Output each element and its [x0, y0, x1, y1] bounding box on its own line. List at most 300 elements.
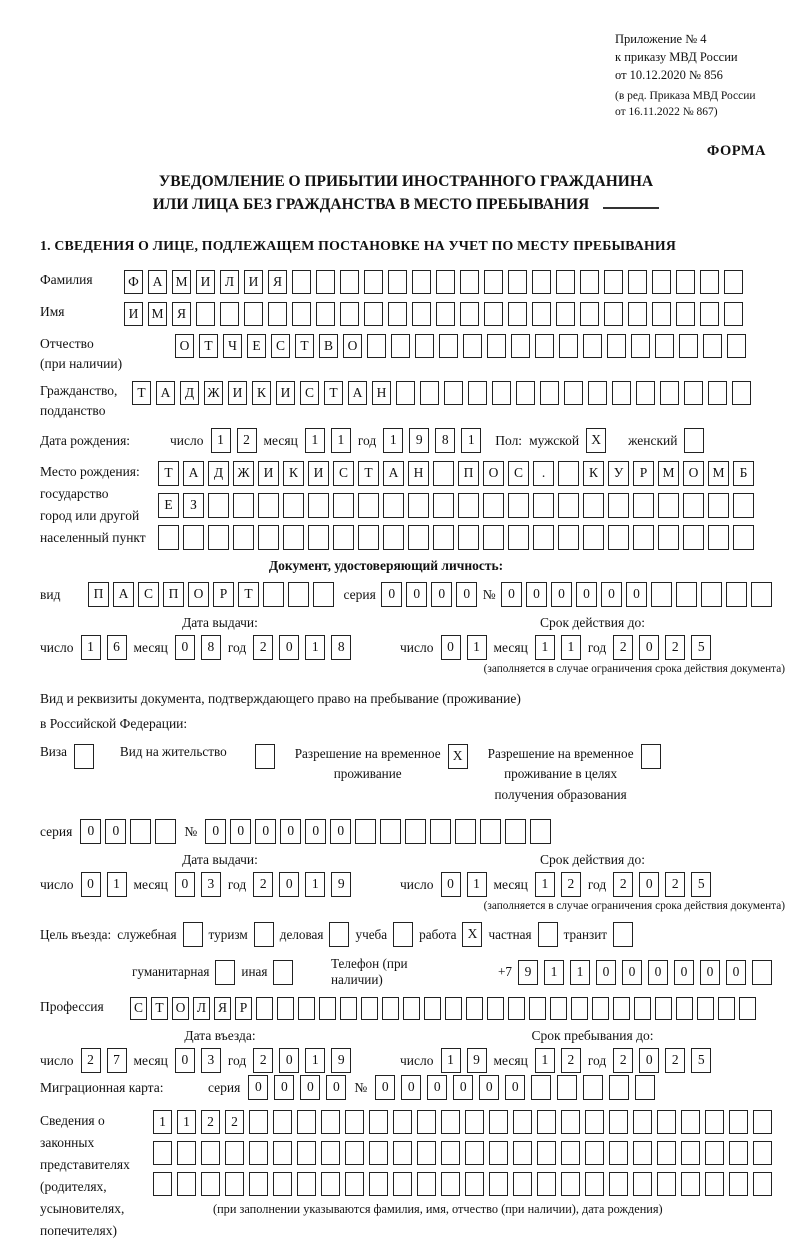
char-cell[interactable] [658, 525, 679, 550]
char-cell[interactable] [585, 1172, 604, 1196]
char-cell[interactable] [258, 525, 279, 550]
char-cell[interactable] [718, 997, 735, 1020]
char-cell[interactable] [183, 525, 204, 550]
char-cell[interactable] [361, 997, 378, 1020]
char-cell[interactable]: А [383, 461, 404, 486]
char-cell[interactable] [321, 1141, 340, 1165]
char-cell[interactable] [369, 1110, 388, 1134]
char-cell[interactable]: А [348, 381, 367, 405]
residence-number-cells[interactable] [205, 819, 551, 844]
char-cell[interactable] [383, 493, 404, 518]
char-cell[interactable] [233, 493, 254, 518]
char-cell[interactable] [439, 334, 458, 358]
char-cell[interactable]: X [586, 428, 606, 453]
char-cell[interactable] [537, 1172, 556, 1196]
char-cell[interactable]: А [148, 270, 167, 294]
char-cell[interactable] [559, 334, 578, 358]
char-cell[interactable] [220, 302, 239, 326]
char-cell[interactable] [651, 582, 672, 607]
char-cell[interactable]: 9 [518, 960, 538, 985]
char-cell[interactable]: 0 [274, 1075, 294, 1100]
char-cell[interactable]: Р [213, 582, 234, 607]
char-cell[interactable]: 0 [205, 819, 226, 844]
char-cell[interactable]: И [244, 270, 263, 294]
char-cell[interactable] [225, 1141, 244, 1165]
char-cell[interactable] [483, 493, 504, 518]
char-cell[interactable]: В [319, 334, 338, 358]
char-cell[interactable] [516, 381, 535, 405]
char-cell[interactable] [558, 461, 579, 486]
char-cell[interactable]: М [658, 461, 679, 486]
char-cell[interactable]: 1 [535, 1048, 555, 1073]
identity-expiry-year-cells[interactable] [613, 635, 711, 660]
char-cell[interactable] [364, 302, 383, 326]
char-cell[interactable]: 2 [613, 872, 633, 897]
char-cell[interactable]: 0 [622, 960, 642, 985]
char-cell[interactable]: И [308, 461, 329, 486]
purpose-work-checkbox[interactable] [462, 922, 482, 947]
char-cell[interactable]: 9 [331, 872, 351, 897]
char-cell[interactable] [531, 1075, 551, 1100]
char-cell[interactable] [607, 334, 626, 358]
char-cell[interactable] [533, 525, 554, 550]
char-cell[interactable]: 0 [596, 960, 616, 985]
char-cell[interactable] [155, 819, 176, 844]
char-cell[interactable]: 0 [279, 872, 299, 897]
char-cell[interactable]: О [483, 461, 504, 486]
char-cell[interactable]: Я [268, 270, 287, 294]
char-cell[interactable]: О [175, 334, 194, 358]
char-cell[interactable] [703, 334, 722, 358]
char-cell[interactable] [329, 922, 349, 947]
char-cell[interactable]: И [258, 461, 279, 486]
char-cell[interactable]: Л [193, 997, 210, 1020]
char-cell[interactable] [436, 270, 455, 294]
char-cell[interactable] [633, 525, 654, 550]
char-cell[interactable] [613, 922, 633, 947]
entry-month-cells[interactable] [175, 1048, 221, 1073]
char-cell[interactable] [430, 819, 451, 844]
char-cell[interactable]: 2 [253, 872, 273, 897]
char-cell[interactable] [660, 381, 679, 405]
char-cell[interactable] [345, 1141, 364, 1165]
char-cell[interactable] [340, 270, 359, 294]
char-cell[interactable] [408, 493, 429, 518]
char-cell[interactable] [333, 493, 354, 518]
char-cell[interactable]: Т [238, 582, 259, 607]
char-cell[interactable]: А [113, 582, 134, 607]
char-cell[interactable]: 0 [80, 819, 101, 844]
char-cell[interactable]: 0 [280, 819, 301, 844]
char-cell[interactable] [729, 1110, 748, 1134]
char-cell[interactable] [208, 493, 229, 518]
char-cell[interactable] [657, 1110, 676, 1134]
identity-expiry-day-cells[interactable] [441, 635, 487, 660]
char-cell[interactable] [532, 270, 551, 294]
patronymic-cells[interactable] [175, 334, 746, 358]
char-cell[interactable] [641, 744, 661, 769]
char-cell[interactable] [628, 270, 647, 294]
char-cell[interactable] [256, 997, 273, 1020]
char-cell[interactable]: 1 [107, 872, 127, 897]
char-cell[interactable] [753, 1172, 772, 1196]
char-cell[interactable]: Т [295, 334, 314, 358]
char-cell[interactable]: 5 [691, 872, 711, 897]
char-cell[interactable] [424, 997, 441, 1020]
char-cell[interactable] [729, 1141, 748, 1165]
char-cell[interactable] [388, 302, 407, 326]
char-cell[interactable]: С [130, 997, 147, 1020]
char-cell[interactable]: 1 [305, 1048, 325, 1073]
char-cell[interactable]: Т [158, 461, 179, 486]
char-cell[interactable]: И [228, 381, 247, 405]
char-cell[interactable] [588, 381, 607, 405]
identity-doc-series-cells[interactable] [381, 582, 477, 607]
char-cell[interactable] [681, 1172, 700, 1196]
char-cell[interactable]: 0 [305, 819, 326, 844]
char-cell[interactable]: Т [151, 997, 168, 1020]
char-cell[interactable] [489, 1110, 508, 1134]
char-cell[interactable]: И [124, 302, 143, 326]
residence-expiry-month-cells[interactable] [535, 872, 581, 897]
char-cell[interactable]: 0 [300, 1075, 320, 1100]
char-cell[interactable]: З [183, 493, 204, 518]
char-cell[interactable] [393, 1110, 412, 1134]
entry-year-cells[interactable] [253, 1048, 351, 1073]
char-cell[interactable] [441, 1110, 460, 1134]
identity-expiry-month-cells[interactable] [535, 635, 581, 660]
char-cell[interactable] [215, 960, 235, 985]
char-cell[interactable] [433, 493, 454, 518]
char-cell[interactable]: Т [358, 461, 379, 486]
char-cell[interactable] [408, 525, 429, 550]
char-cell[interactable] [683, 525, 704, 550]
identity-doc-number-cells[interactable] [501, 582, 772, 607]
char-cell[interactable] [255, 744, 275, 769]
char-cell[interactable] [298, 997, 315, 1020]
char-cell[interactable] [183, 922, 203, 947]
char-cell[interactable]: 0 [330, 819, 351, 844]
char-cell[interactable] [683, 493, 704, 518]
char-cell[interactable] [604, 302, 623, 326]
char-cell[interactable]: 0 [505, 1075, 525, 1100]
char-cell[interactable]: 1 [441, 1048, 461, 1073]
char-cell[interactable] [724, 302, 743, 326]
char-cell[interactable] [556, 302, 575, 326]
char-cell[interactable]: 5 [691, 1048, 711, 1073]
identity-issue-year-cells[interactable] [253, 635, 351, 660]
char-cell[interactable]: 0 [248, 1075, 268, 1100]
char-cell[interactable] [571, 997, 588, 1020]
char-cell[interactable] [508, 997, 525, 1020]
char-cell[interactable]: М [172, 270, 191, 294]
entry-day-cells[interactable] [81, 1048, 127, 1073]
char-cell[interactable] [609, 1075, 629, 1100]
char-cell[interactable] [530, 819, 551, 844]
char-cell[interactable] [657, 1172, 676, 1196]
char-cell[interactable] [316, 302, 335, 326]
char-cell[interactable]: Е [158, 493, 179, 518]
char-cell[interactable] [316, 270, 335, 294]
char-cell[interactable] [508, 525, 529, 550]
char-cell[interactable]: К [252, 381, 271, 405]
char-cell[interactable] [739, 997, 756, 1020]
char-cell[interactable]: 0 [431, 582, 452, 607]
char-cell[interactable]: А [156, 381, 175, 405]
char-cell[interactable] [652, 270, 671, 294]
char-cell[interactable]: Д [208, 461, 229, 486]
char-cell[interactable] [484, 270, 503, 294]
char-cell[interactable] [705, 1110, 724, 1134]
char-cell[interactable]: 0 [441, 872, 461, 897]
char-cell[interactable] [417, 1172, 436, 1196]
char-cell[interactable] [433, 525, 454, 550]
residence-expiry-year-cells[interactable] [613, 872, 711, 897]
char-cell[interactable]: 5 [691, 635, 711, 660]
char-cell[interactable] [196, 302, 215, 326]
char-cell[interactable]: 0 [576, 582, 597, 607]
char-cell[interactable] [655, 334, 674, 358]
char-cell[interactable] [557, 1075, 577, 1100]
char-cell[interactable] [393, 1172, 412, 1196]
char-cell[interactable]: 0 [639, 1048, 659, 1073]
char-cell[interactable]: 0 [230, 819, 251, 844]
char-cell[interactable] [657, 1141, 676, 1165]
char-cell[interactable] [533, 493, 554, 518]
char-cell[interactable] [249, 1110, 268, 1134]
char-cell[interactable] [225, 1172, 244, 1196]
char-cell[interactable] [158, 525, 179, 550]
char-cell[interactable] [583, 493, 604, 518]
char-cell[interactable] [583, 1075, 603, 1100]
char-cell[interactable]: О [343, 334, 362, 358]
char-cell[interactable] [561, 1172, 580, 1196]
char-cell[interactable] [487, 334, 506, 358]
birth-place-cells-row2[interactable] [158, 493, 754, 518]
char-cell[interactable]: 0 [479, 1075, 499, 1100]
char-cell[interactable]: Ж [204, 381, 223, 405]
char-cell[interactable]: 9 [467, 1048, 487, 1073]
char-cell[interactable] [283, 525, 304, 550]
char-cell[interactable] [208, 525, 229, 550]
char-cell[interactable]: 0 [456, 582, 477, 607]
char-cell[interactable] [727, 334, 746, 358]
char-cell[interactable]: 1 [211, 428, 231, 453]
char-cell[interactable] [535, 334, 554, 358]
char-cell[interactable] [585, 1141, 604, 1165]
char-cell[interactable] [633, 493, 654, 518]
char-cell[interactable]: 2 [665, 635, 685, 660]
char-cell[interactable] [308, 525, 329, 550]
char-cell[interactable] [489, 1141, 508, 1165]
char-cell[interactable] [345, 1110, 364, 1134]
purpose-humanitarian-checkbox[interactable] [215, 960, 235, 985]
char-cell[interactable] [681, 1141, 700, 1165]
char-cell[interactable] [676, 270, 695, 294]
char-cell[interactable] [263, 582, 284, 607]
char-cell[interactable]: К [583, 461, 604, 486]
char-cell[interactable] [177, 1141, 196, 1165]
purpose-official-checkbox[interactable] [183, 922, 203, 947]
char-cell[interactable]: С [138, 582, 159, 607]
char-cell[interactable] [297, 1172, 316, 1196]
char-cell[interactable] [608, 493, 629, 518]
residence-issue-month-cells[interactable] [175, 872, 221, 897]
char-cell[interactable] [268, 302, 287, 326]
char-cell[interactable]: С [300, 381, 319, 405]
char-cell[interactable] [538, 922, 558, 947]
char-cell[interactable] [393, 1141, 412, 1165]
char-cell[interactable] [537, 1110, 556, 1134]
char-cell[interactable]: 9 [409, 428, 429, 453]
char-cell[interactable]: 0 [381, 582, 402, 607]
char-cell[interactable] [751, 582, 772, 607]
char-cell[interactable] [420, 381, 439, 405]
char-cell[interactable]: 0 [639, 872, 659, 897]
birth-place-cells-row1[interactable] [158, 461, 754, 486]
char-cell[interactable]: 0 [526, 582, 547, 607]
char-cell[interactable]: 2 [561, 872, 581, 897]
char-cell[interactable]: Я [172, 302, 191, 326]
char-cell[interactable]: 0 [326, 1075, 346, 1100]
char-cell[interactable]: Т [324, 381, 343, 405]
char-cell[interactable]: 2 [225, 1110, 244, 1134]
char-cell[interactable]: 0 [441, 635, 461, 660]
char-cell[interactable] [391, 334, 410, 358]
char-cell[interactable] [321, 1172, 340, 1196]
char-cell[interactable]: 1 [305, 428, 325, 453]
char-cell[interactable] [655, 997, 672, 1020]
char-cell[interactable] [753, 1141, 772, 1165]
char-cell[interactable]: 2 [81, 1048, 101, 1073]
char-cell[interactable] [382, 997, 399, 1020]
char-cell[interactable] [540, 381, 559, 405]
char-cell[interactable] [463, 334, 482, 358]
char-cell[interactable] [465, 1110, 484, 1134]
char-cell[interactable]: 0 [700, 960, 720, 985]
char-cell[interactable] [681, 1110, 700, 1134]
char-cell[interactable] [701, 582, 722, 607]
birth-year-cells[interactable] [383, 428, 481, 453]
purpose-transit-checkbox[interactable] [613, 922, 633, 947]
char-cell[interactable] [508, 302, 527, 326]
char-cell[interactable] [724, 270, 743, 294]
char-cell[interactable] [604, 270, 623, 294]
char-cell[interactable] [417, 1110, 436, 1134]
char-cell[interactable] [355, 819, 376, 844]
char-cell[interactable]: 0 [279, 635, 299, 660]
surname-cells[interactable] [124, 270, 743, 294]
char-cell[interactable]: 0 [427, 1075, 447, 1100]
char-cell[interactable]: У [608, 461, 629, 486]
char-cell[interactable] [636, 381, 655, 405]
char-cell[interactable] [489, 1172, 508, 1196]
birth-place-cells-row3[interactable] [158, 525, 754, 550]
char-cell[interactable]: 0 [501, 582, 522, 607]
char-cell[interactable]: Ч [223, 334, 242, 358]
char-cell[interactable] [609, 1172, 628, 1196]
stay-day-cells[interactable] [441, 1048, 487, 1073]
char-cell[interactable]: 1 [305, 635, 325, 660]
char-cell[interactable]: А [183, 461, 204, 486]
char-cell[interactable]: Ф [124, 270, 143, 294]
char-cell[interactable] [592, 997, 609, 1020]
char-cell[interactable] [631, 334, 650, 358]
char-cell[interactable] [297, 1141, 316, 1165]
char-cell[interactable] [412, 270, 431, 294]
char-cell[interactable]: 1 [535, 872, 555, 897]
char-cell[interactable]: 2 [253, 635, 273, 660]
purpose-business-checkbox[interactable] [329, 922, 349, 947]
char-cell[interactable] [705, 1141, 724, 1165]
char-cell[interactable] [679, 334, 698, 358]
char-cell[interactable]: П [88, 582, 109, 607]
char-cell[interactable] [319, 997, 336, 1020]
char-cell[interactable] [273, 1172, 292, 1196]
char-cell[interactable] [444, 381, 463, 405]
char-cell[interactable]: 1 [570, 960, 590, 985]
representatives-cells-row2[interactable] [153, 1141, 772, 1165]
temp-residence-checkbox[interactable] [448, 744, 468, 769]
char-cell[interactable]: 0 [674, 960, 694, 985]
purpose-study-checkbox[interactable] [393, 922, 413, 947]
char-cell[interactable] [561, 1141, 580, 1165]
phone-cells[interactable] [518, 960, 772, 985]
char-cell[interactable] [561, 1110, 580, 1134]
representatives-cells-row3[interactable] [153, 1172, 772, 1196]
birth-month-cells[interactable] [305, 428, 351, 453]
char-cell[interactable]: X [448, 744, 468, 769]
char-cell[interactable] [380, 819, 401, 844]
char-cell[interactable] [580, 302, 599, 326]
char-cell[interactable] [393, 922, 413, 947]
char-cell[interactable]: П [163, 582, 184, 607]
char-cell[interactable]: 0 [626, 582, 647, 607]
char-cell[interactable] [153, 1172, 172, 1196]
char-cell[interactable]: 7 [107, 1048, 127, 1073]
char-cell[interactable] [585, 1110, 604, 1134]
char-cell[interactable] [358, 525, 379, 550]
char-cell[interactable] [613, 997, 630, 1020]
char-cell[interactable] [273, 1141, 292, 1165]
char-cell[interactable] [609, 1141, 628, 1165]
residence-expiry-day-cells[interactable] [441, 872, 487, 897]
char-cell[interactable]: 0 [601, 582, 622, 607]
char-cell[interactable] [733, 525, 754, 550]
char-cell[interactable]: 2 [253, 1048, 273, 1073]
char-cell[interactable] [273, 960, 293, 985]
char-cell[interactable] [388, 270, 407, 294]
char-cell[interactable] [465, 1141, 484, 1165]
char-cell[interactable] [505, 819, 526, 844]
char-cell[interactable] [558, 525, 579, 550]
char-cell[interactable]: Т [132, 381, 151, 405]
visa-checkbox[interactable] [74, 744, 94, 769]
char-cell[interactable] [484, 302, 503, 326]
char-cell[interactable] [340, 997, 357, 1020]
char-cell[interactable]: 1 [535, 635, 555, 660]
char-cell[interactable]: 1 [177, 1110, 196, 1134]
char-cell[interactable] [480, 819, 501, 844]
char-cell[interactable] [513, 1141, 532, 1165]
char-cell[interactable] [340, 302, 359, 326]
char-cell[interactable] [580, 270, 599, 294]
char-cell[interactable] [700, 302, 719, 326]
residence-permit-checkbox[interactable] [255, 744, 275, 769]
identity-issue-month-cells[interactable] [175, 635, 221, 660]
char-cell[interactable] [532, 302, 551, 326]
char-cell[interactable] [635, 1075, 655, 1100]
